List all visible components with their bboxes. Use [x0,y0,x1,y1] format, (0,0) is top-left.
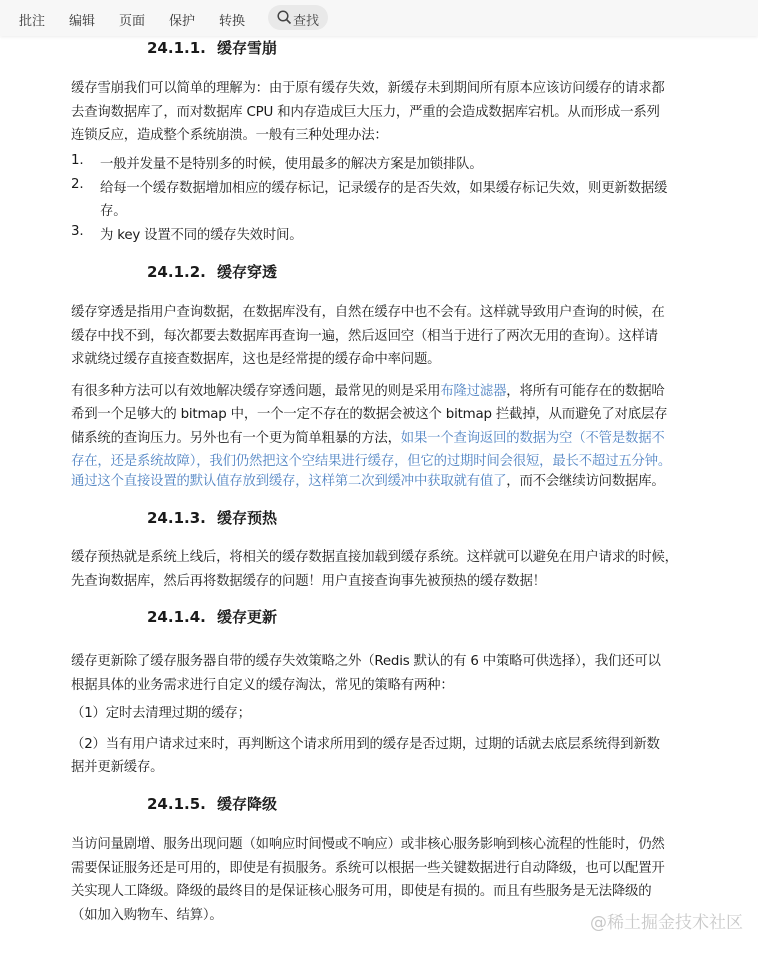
text-segment: 连锁反应，造成整个系统崩溃。一般有三种处理办法： [71,128,388,143]
heading-number: 24.1.4. [147,608,206,626]
paragraph-line [71,857,665,876]
list-number: 1. [71,153,84,168]
paragraph-line [71,124,388,143]
paragraph-line [71,880,651,899]
paragraph-line [71,101,660,120]
heading-title: 缓存穿透 [217,263,278,281]
text-segment: （如加入购物车、结算）。 [71,908,223,923]
text-segment: 求就绕过缓存直接查数据库，这也是经常提的缓存命中率问题。 [71,352,441,367]
toolbar [0,0,758,36]
paragraph-line [71,348,440,367]
list-number: 2. [71,177,84,192]
text-segment: 缓存更新除了缓存服务器自带的缓存失效策略之外（Redis 默认的有 6 中策略可供选择），我们还可以 [71,654,661,669]
text-segment: 缓存预热就是系统上线后，将相关的缓存数据直接加载到缓存系统。这样就可以避免在用户请求的时候， [71,550,678,565]
paragraph-line [71,702,251,721]
paragraph-line [71,904,223,923]
text-segment: （1）定时去清理过期的缓存； [71,706,251,721]
text-segment: 储系统的查询压力。另外也有一个更为简单粗暴的方法， [71,431,401,446]
heading-number: 24.1.1. [147,39,206,57]
paragraph-line [71,756,163,775]
paragraph-line [71,470,665,489]
list-item-line [71,224,302,243]
section-heading [147,606,277,627]
paragraph-line [71,325,658,344]
paragraph-line [71,450,671,469]
section-heading [147,261,277,282]
list-item-line [71,200,126,219]
highlighted-text: 通过这个直接设置的默认值存放到缓存，这样第二次到缓冲中获取就有值了 [71,474,507,489]
section-heading [147,37,277,58]
list-item-line [71,177,667,196]
text-segment: 先查询数据库，然后再将数据缓存的问题！用户直接查询事先被预热的缓存数据！ [71,574,546,589]
text-segment: 需要保证服务还是可用的，即使是有损服务。系统可以根据一些关键数据进行自动降级，也可以配置开 [71,861,665,876]
list-number: 3. [71,224,84,239]
heading-title: 缓存雪崩 [217,39,278,57]
menu-page[interactable]: 页面 [119,14,146,29]
list-item-text: 给每一个缓存数据增加相应的缓存标记，记录缓存的是否失效，如果缓存标记失效，则更新数据缓 [100,181,668,196]
section-heading [147,793,277,814]
paragraph-line [71,380,665,399]
heading-number: 24.1.2. [147,263,206,281]
text-segment: 缓存穿透是指用户查询数据，在数据库没有，自然在缓存中也不会有。这样就导致用户查询的时候，在 [71,305,665,320]
menu-edit[interactable]: 编辑 [69,14,96,29]
text-segment: 当访问量剧增、服务出现问题（如响应时间慢或不响应）或非核心服务影响到核心流程的性能时，仍然 [71,837,665,852]
text-segment: 希到一个足够大的 bitmap 中，一个一定不存在的数据会被这个 bitmap 拦截掉，从而避免了对底层存 [71,407,668,422]
paragraph-line [71,427,665,446]
text-segment: ，将所有可能存在的数据哈 [506,384,665,399]
menu-protect[interactable]: 保护 [169,14,196,29]
paragraph-line [71,546,678,565]
search-icon [277,10,292,25]
paragraph-line [71,301,665,320]
text-segment: ，而不会继续访问数据库。 [506,474,665,489]
menu-convert[interactable]: 转换 [219,14,246,29]
text-segment: 去查询数据库了，而对数据库 CPU 和内存造成巨大压力，严重的会造成数据库宕机。从而形成一系列 [71,105,660,120]
section-heading [147,507,277,528]
text-segment: 据并更新缓存。 [71,760,164,775]
watermark: @稀土掘金技术社区 [590,913,743,933]
search-label: 查找 [293,14,320,29]
heading-number: 24.1.5. [147,795,206,813]
heading-title: 缓存降级 [217,795,278,813]
menu-annotate[interactable]: 批注 [19,14,46,29]
heading-number: 24.1.3. [147,509,206,527]
paragraph-line [71,403,667,422]
highlighted-text: 布隆过滤器 [440,384,507,399]
paragraph-line [71,77,665,96]
text-segment: 缓存中找不到，每次都要去数据库再查询一遍，然后返回空（相当于进行了两次无用的查询）。这样请 [71,329,658,344]
text-segment: （2）当有用户请求过来时，再判断这个请求所用到的缓存是否过期，过期的话就去底层系统得到新数 [71,737,660,752]
text-segment: 有很多种方法可以有效地解决缓存穿透问题，最常见的则是采用 [71,384,441,399]
heading-title: 缓存预热 [217,509,278,527]
paragraph-line [71,833,665,852]
list-item-text: 为 key 设置不同的缓存失效时间。 [100,228,303,243]
paragraph-line [71,570,546,589]
heading-title: 缓存更新 [217,608,278,626]
paragraph-line [71,674,454,693]
text-segment: 缓存雪崩我们可以简单的理解为：由于原有缓存失效，新缓存未到期间所有原本应该访问缓存的请求都 [71,81,665,96]
text-segment: 根据具体的业务需求进行自定义的缓存淘汰，常见的策略有两种： [71,678,454,693]
list-item-text: 一般并发量不是特别多的时候，使用最多的解决方案是加锁排队。 [100,157,483,172]
highlighted-text: 存在，还是系统故障），我们仍然把这个空结果进行缓存，但它的过期时间会很短，最长不超过五分钟。 [71,454,672,469]
search-button[interactable] [268,5,328,30]
paragraph-line [71,650,661,669]
list-item-line [71,153,483,172]
text-segment: 关实现人工降级。降级的最终目的是保证核心服务可用，即使是有损的。而且有些服务是无法降级的 [71,884,652,899]
paragraph-line [71,733,660,752]
list-item-text: 存。 [100,204,127,219]
highlighted-text: 如果一个查询返回的数据为空（不管是数据不 [400,431,665,446]
